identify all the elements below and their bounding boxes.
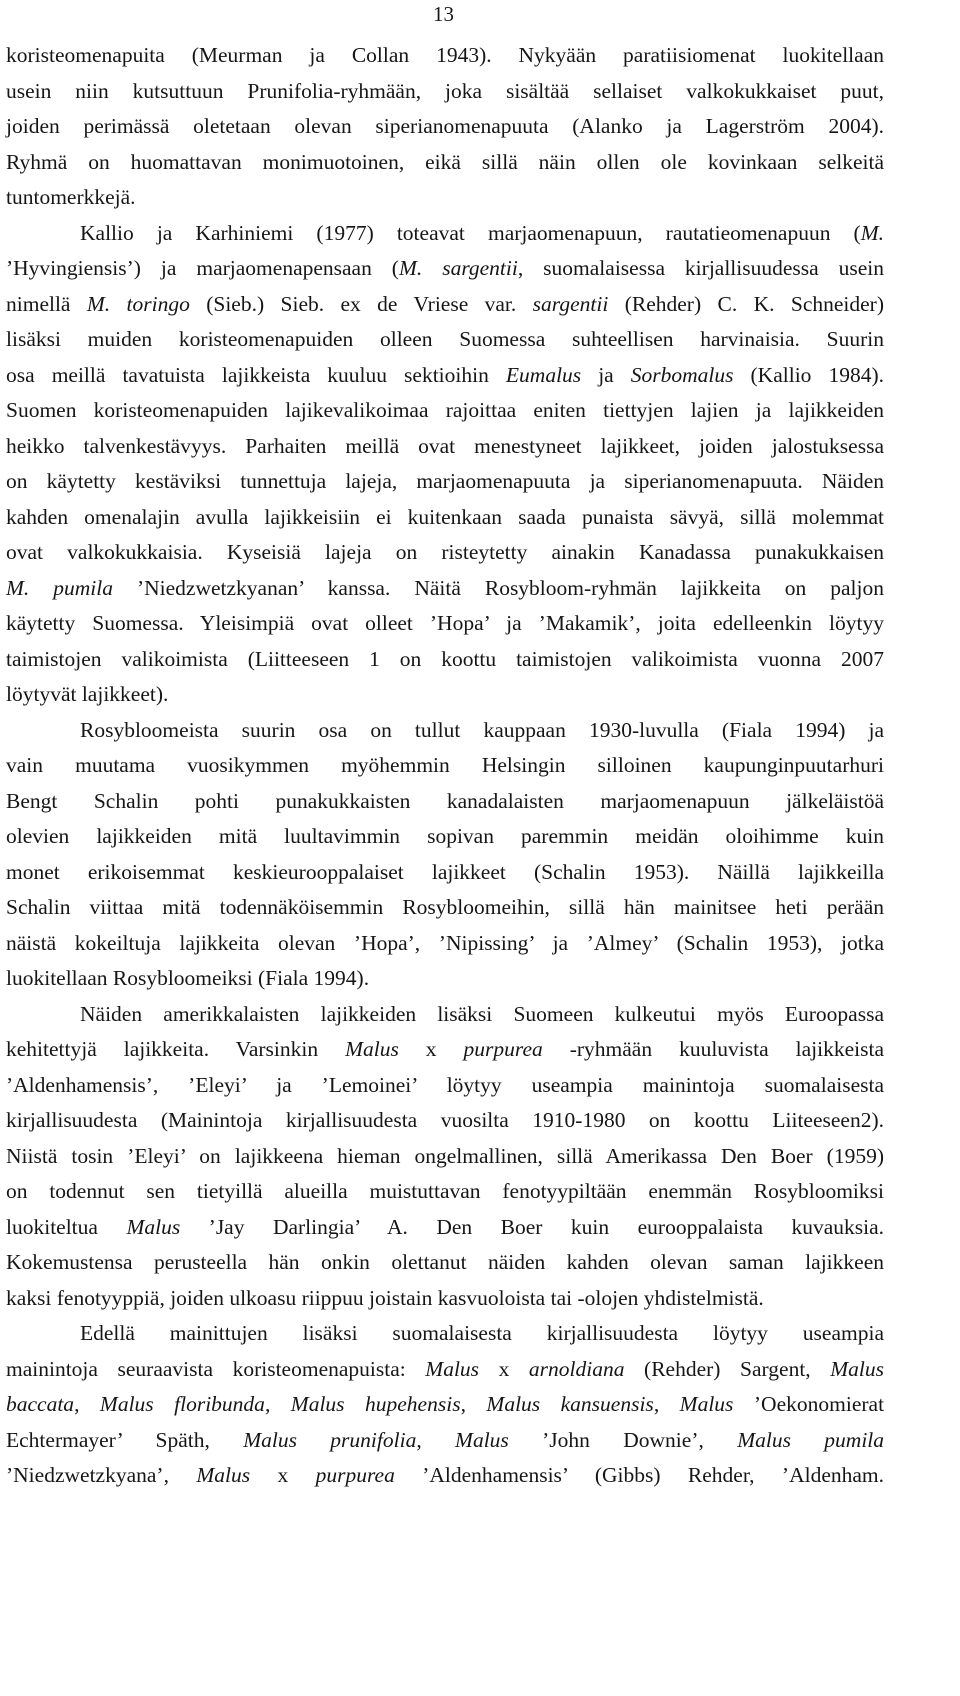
text-segment: usein niin kutsuttuun Prunifolia-ryhmään, joka sisältää sellaiset valkokukkaiset puut, (6, 78, 884, 103)
text-segment: , (264, 1392, 291, 1416)
text-line (6, 109, 884, 145)
text-line (6, 997, 884, 1033)
text-line (6, 961, 884, 997)
text-line (6, 322, 884, 358)
text-segment: olevien lajikkeiden mitä luultavimmin sopivan paremmin meidän oloihimme kuin (6, 824, 884, 848)
italic-text-segment: Malus kansuensis (486, 1392, 654, 1416)
text-segment: (Sieb.) Sieb. ex de Vriese var. (189, 291, 533, 316)
text-line (6, 1210, 884, 1246)
text-line (6, 145, 884, 181)
text-segment: (Kallio 1984). (733, 362, 884, 387)
text-segment: Näiden amerikkalaisten lajikkeiden lisäksi Suomeen kulkeutui myös Euroopassa (80, 1001, 884, 1026)
text-segment: vain muutama vuosikymmen myöhemmin Helsingin silloinen kaupunginpuutarhuri (6, 753, 884, 777)
text-segment: ’Aldenhamensis’, ’Eleyi’ ja ’Lemoinei’ löytyy useampia mainintoja suomalaisesta (6, 1072, 884, 1097)
text-line (6, 606, 884, 642)
text-segment: taimistojen valikoimista (Liitteeseen 1 on koottu taimistojen valikoimista vuonna 2007 (6, 646, 884, 671)
text-segment: ’Oekonomierat (733, 1392, 885, 1416)
italic-text-segment: Malus (679, 1392, 734, 1416)
text-segment: osa meillä tavatuista lajikkeista kuuluu sektioihin (6, 362, 506, 387)
text-line (6, 819, 884, 855)
italic-text-segment: sargentii (532, 291, 609, 316)
italic-text-segment: Malus pumila (737, 1427, 885, 1452)
text-line (6, 784, 884, 820)
text-segment: heikko talvenkestävyys. Parhaiten meillä ovat menestyneet lajikkeet, joiden jalostuksessa (6, 433, 884, 458)
italic-text-segment: M. sargentii (398, 256, 518, 280)
text-segment: ’Aldenhamensis’ (Gibbs) Rehder, ’Aldenham. (394, 1463, 884, 1487)
text-line (6, 890, 884, 926)
text-segment: Kokemustensa perusteella hän onkin olettanut näiden kahden olevan saman lajikkeen (6, 1250, 884, 1274)
text-segment: , (653, 1392, 680, 1416)
italic-text-segment: Malus (830, 1356, 884, 1381)
text-segment: Suomen koristeomenapuiden lajikevalikoimaa rajoittaa eniten tiettyjen lajien ja lajikkeiden (6, 398, 884, 422)
italic-text-segment: Malus hupehensis (290, 1392, 461, 1416)
body-text (6, 38, 884, 1494)
italic-text-segment: Malus (126, 1214, 181, 1239)
text-segment: x (398, 1037, 464, 1061)
text-line (6, 535, 884, 571)
text-line (6, 251, 884, 287)
text-segment: Niistä tosin ’Eleyi’ on lajikkeena hieman ongelmallinen, sillä Amerikassa Den Boer (1959) (6, 1143, 884, 1168)
text-segment: Kallio ja Karhiniemi (1977) toteavat marjaomenapuun, rautatieomenapuun ( (80, 220, 861, 245)
italic-text-segment: purpurea (315, 1463, 395, 1487)
text-line (6, 393, 884, 429)
text-line (6, 571, 884, 607)
text-segment: ovat valkokukkaisia. Kyseisiä lajeja on risteytetty ainakin Kanadassa punakukkaisen (6, 540, 884, 564)
text-segment: kahden omenalajin avulla lajikkeisiin ei kuitenkaan saada punaista sävyä, sillä molemmat (6, 504, 884, 529)
text-segment: Rosybloomeista suurin osa on tullut kauppaan 1930-luvulla (Fiala 1994) ja (80, 717, 884, 742)
text-line (6, 855, 884, 891)
text-segment: , (416, 1427, 456, 1452)
text-segment: kaksi fenotyyppiä, joiden ulkoasu riippuu joistain kasvuoloista tai -olojen yhdistelmistä. (6, 1285, 764, 1310)
text-line (6, 180, 884, 216)
text-segment: kehitettyjä lajikkeita. Varsinkin (6, 1037, 346, 1061)
text-segment: Schalin viittaa mitä todennäköisemmin Rosybloomeihin, sillä hän mainitsee heti perään (6, 895, 884, 919)
text-line (6, 358, 884, 394)
text-line (6, 74, 884, 110)
text-segment: Edellä mainittujen lisäksi suomalaisesta kirjallisuudesta löytyy useampia (80, 1321, 884, 1345)
italic-text-segment: M. toringo (86, 291, 190, 316)
text-line (6, 1281, 884, 1317)
text-line (6, 1174, 884, 1210)
text-segment: , suomalaisessa kirjallisuudessa usein (517, 256, 885, 280)
text-segment: kirjallisuudesta (Mainintoja kirjallisuudesta vuosilta 1910-1980 on koottu Liiteeseen2). (6, 1108, 884, 1132)
text-line (6, 38, 884, 74)
text-line (6, 1352, 884, 1388)
text-segment: joiden perimässä oletetaan olevan siperianomenapuuta (Alanko ja Lagerström 2004). (6, 114, 884, 138)
text-line (6, 748, 884, 784)
text-line (6, 464, 884, 500)
text-segment: koristeomenapuita (Meurman ja Collan 1943). Nykyään paratiisiomenat luokitellaan (6, 43, 884, 67)
italic-text-segment: Malus (455, 1427, 509, 1452)
text-line (6, 1139, 884, 1175)
text-segment: ’John Downie’, (508, 1427, 738, 1452)
italic-text-segment: Malus prunifolia (243, 1427, 417, 1452)
text-segment: nimellä (6, 291, 87, 316)
text-segment: mainintoja seuraavista koristeomenapuista: (6, 1356, 426, 1381)
text-line (6, 500, 884, 536)
text-segment: (Rehder) Sargent, (624, 1356, 831, 1381)
text-segment: ’Jay Darlingia’ A. Den Boer kuin eurooppalaista kuvauksia. (180, 1214, 885, 1239)
text-segment: (Rehder) C. K. Schneider) (608, 291, 884, 316)
page-number: 13 (433, 2, 454, 26)
italic-text-segment: Malus (425, 1356, 480, 1381)
italic-text-segment: purpurea (463, 1037, 543, 1061)
italic-text-segment: Malus floribunda (99, 1392, 265, 1416)
text-segment: luokitellaan Rosybloomeiksi (Fiala 1994). (6, 966, 370, 990)
italic-text-segment: Malus (196, 1463, 251, 1487)
text-segment: ’Niedzwetzkyanan’ kanssa. Näitä Rosybloom-ryhmän lajikkeita on paljon (112, 575, 884, 600)
italic-text-segment: arnoldiana (528, 1356, 625, 1381)
italic-text-segment: Eumalus (505, 362, 582, 387)
text-segment: ja (581, 362, 631, 387)
text-line (6, 1103, 884, 1139)
text-segment: tuntomerkkejä. (6, 185, 136, 209)
text-line (6, 677, 884, 713)
text-segment: x (479, 1356, 529, 1381)
text-segment: -ryhmään kuuluvista lajikkeista (542, 1037, 884, 1061)
text-line (6, 1245, 884, 1281)
text-line (6, 1316, 884, 1352)
italic-text-segment: M. pumila (6, 575, 113, 600)
text-line (6, 713, 884, 749)
text-segment: ’Niedzwetzkyana’, (6, 1463, 197, 1487)
text-line (6, 1423, 884, 1459)
text-line (6, 287, 884, 323)
text-segment: monet erikoisemmat keskieurooppalaiset lajikkeet (Schalin 1953). Näillä lajikkeilla (6, 859, 884, 884)
text-segment: , (74, 1392, 100, 1416)
text-line (6, 1387, 884, 1423)
italic-text-segment: M. (860, 220, 884, 245)
text-line (6, 1032, 884, 1068)
text-line (6, 642, 884, 678)
text-segment: Ryhmä on huomattavan monimuotoinen, eikä sillä näin ollen ole kovinkaan selkeitä (6, 149, 884, 174)
text-segment: Echtermayer’ Späth, (6, 1427, 244, 1452)
text-segment: on käytetty kestäviksi tunnettuja lajeja, marjaomenapuuta ja siperianomenapuuta. Näiden (6, 469, 884, 493)
text-line (6, 926, 884, 962)
text-segment: luokiteltua (6, 1214, 127, 1239)
text-segment: ’Hyvingiensis’) ja marjaomenapensaan ( (6, 256, 399, 280)
text-line (6, 1068, 884, 1104)
text-line (6, 216, 884, 252)
text-segment: käytetty Suomessa. Yleisimpiä ovat olleet ’Hopa’ ja ’Makamik’, joita edelleenkin löytyy (6, 611, 884, 635)
text-segment: x (250, 1463, 316, 1487)
text-line (6, 1458, 884, 1494)
italic-text-segment: baccata (6, 1392, 75, 1416)
italic-text-segment: Sorbomalus (630, 362, 734, 387)
text-segment: löytyvät lajikkeet). (6, 682, 169, 706)
text-segment: on todennut sen tietyillä alueilla muistuttavan fenotyypiltään enemmän Rosybloomiksi (6, 1179, 884, 1203)
italic-text-segment: Malus (345, 1037, 399, 1061)
text-segment: lisäksi muiden koristeomenapuiden olleen Suomessa suhteellisen harvinaisia. Suurin (6, 327, 884, 351)
text-line (6, 429, 884, 465)
text-segment: , (460, 1392, 487, 1416)
text-segment: näistä kokeiltuja lajikkeita olevan ’Hopa’, ’Nipissing’ ja ’Almey’ (Schalin 1953), jotka (6, 930, 884, 955)
text-segment: Bengt Schalin pohti punakukkaisten kanadalaisten marjaomenapuun jälkeläistöä (6, 788, 884, 813)
